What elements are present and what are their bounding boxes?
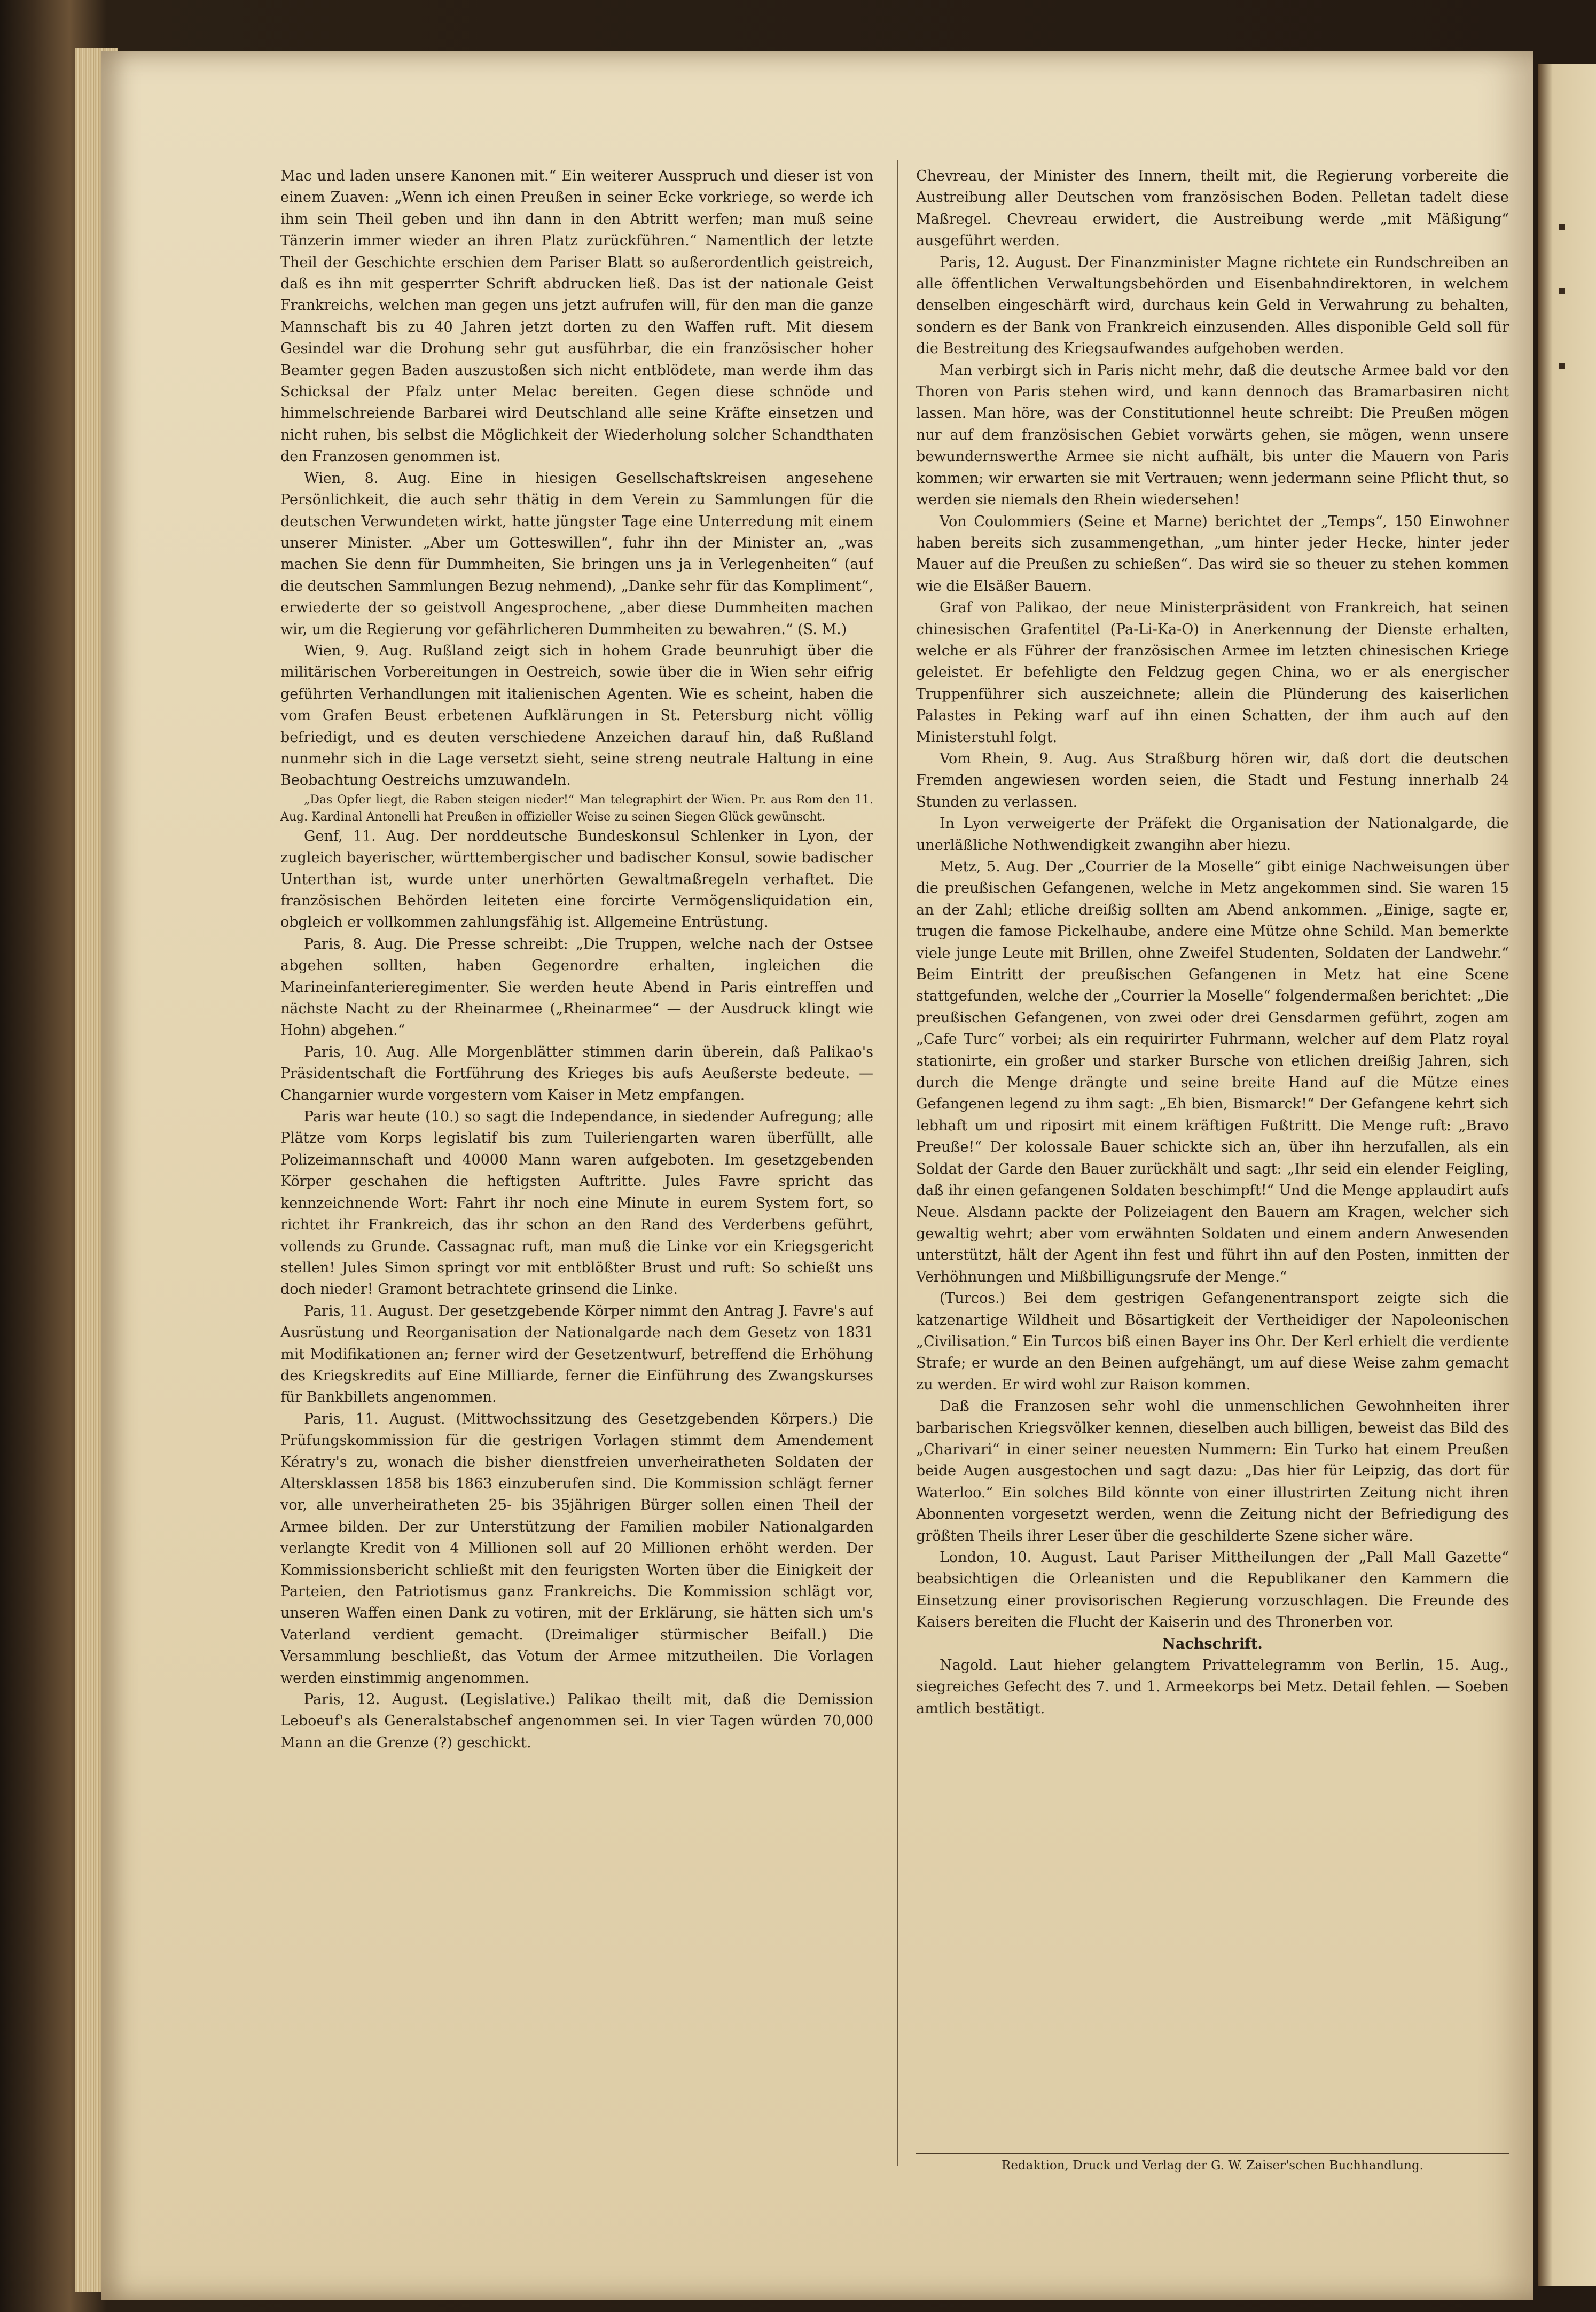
- article-paragraph: London, 10. August. Laut Pariser Mittheilungen der „Pall Mall Gazette“ beabsichtigen die Orleanisten und die Republikaner den Kammern die Einsetzung einer provisorischen Regierung vorzuschlagen. Die Freunde des Kaisers bereiten die Flucht der Kaiserin und des Thronerben vor.: [916, 1549, 1509, 1631]
- article-paragraph: Chevreau, der Minister des Innern, theilt mit, die Regierung vorbereite die Austreibung aller Deutschen vom französischen Boden. Pelletan tadelt diese Maßregel. Chevreau erwidert, die Austreibung werde „mit Mäßigung“ ausgeführt werden.: [916, 168, 1509, 249]
- article-paragraph: Genf, 11. Aug. Der norddeutsche Bundeskonsul Schlenker in Lyon, der zugleich bayerischer, württembergischer und badischer Konsul, sowie badischer Unterthan ist, wurde unter unerhörten Gewaltmaßregeln verhaftet. Die französischen Behörden leiteten eine forcirte Vermögensliquidation ein, obgleich er vollkommen zahlungsfähig ist. Allgemeine Entrüstung.: [280, 827, 873, 931]
- next-page-edge: [1538, 64, 1596, 2286]
- edge-mark: [1559, 224, 1565, 230]
- edge-mark: [1559, 363, 1565, 369]
- article-paragraph: Daß die Franzosen sehr wohl die unmenschlichen Gewohnheiten ihrer barbarischen Kriegsvölker kennen, dieselben auch billigen, beweist das Bild des „Charivari“ in einer seiner neuesten Nummern: Ein Turko hat einem Preußen beide Augen ausgestochen und sagt dazu: „Das hier für Leipzig, das dort für Waterloo.“ Ein solches Bild könnte von einer illustrirten Zeitung nicht ihren Abonnenten vorgesetzt werden, wenn die Zeitung nicht der Befriedigung des größten Theils ihrer Leser über die geschilderte Szene sicher wäre.: [916, 1398, 1509, 1544]
- article-paragraph: Metz, 5. Aug. Der „Courrier de la Moselle“ gibt einige Nachweisungen über die preußischen Gefangenen, welche in Metz angekommen sind. Sie waren 15 an der Zahl; etliche dreißig sollten am Abend ankommen. „Einige, sagte er, trugen die famose Pickelhaube, andere eine Mütze ohne Schild. Man bemerkte viele junge Leute mit Brillen, ohne Zweifel Studenten, Soldaten der Landwehr.“ Beim Eintritt der preußischen Gefangenen in Metz hat eine Scene stattgefunden, welche der „Courrier la Moselle“ folgendermaßen berichtet: „Die preußischen Gefangenen, von zwei oder drei Gensdarmen geführt, zogen am „Cafe Turc“ vorbei; als ein requirirter Fuhrmann, welcher auf dem Platz royal stationirte, ein großer und starker Bursche von etlichen dreißig Jahren, sich durch die Menge drängte und seine breite Hand auf die Mütze eines Gefangenen legend zu ihm sagt: „Eh bien, Bismarck!“ Der Gefangene kehrt sich lebhaft um und riposirt mit einem kräftigen Fußtritt. Die Menge ruft: „Bravo Preuße!“ Der kolossale Bauer schickte sich an, über ihn herzufallen, als ein Soldat der Garde den Bauer zurückhält und sagt: „Ihr seid ein elender Feigling, daß ihr einen gefangenen Soldaten beschimpft!“ Und die Menge applaudirt aufs Neue. Alsdann packte der Polizeiagent den Bauern am Kragen, welcher sich gewaltig wehrt; aber vom erwähnten Soldaten und einem andern Anwesenden unterstützt, hält der Agent ihn fest und führt ihn auf den Posten, inmitten der Verhöhnungen und Mißbilligungsrufe der Menge.“: [916, 858, 1509, 1285]
- article-paragraph: Wien, 9. Aug. Rußland zeigt sich in hohem Grade beunruhigt über die militärischen Vorbereitungen in Oestreich, sowie über die in Wien sehr eifrig geführten Verhandlungen mit italienischen Agenten. Wie es scheint, haben die vom Grafen Beust erbetenen Aufklärungen in St. Petersburg nicht völlig befriedigt, und es deuten verschiedene Anzeichen darauf hin, daß Rußland nunmehr sich in die Lage versetzt sieht, seine streng neutrale Haltung in eine Beobachtung Oestreichs umzuwandeln.: [280, 642, 873, 789]
- article-paragraph: Nagold. Laut hieher gelangtem Privattelegramm von Berlin, 15. Aug., siegreiches Gefecht des 7. und 1. Armeekorps bei Metz. Detail fehlen. — Soeben amtlich bestätigt.: [916, 1657, 1509, 1717]
- article-paragraph: (Turcos.) Bei dem gestrigen Gefangenentransport zeigte sich die katzenartige Wildheit und Bösartigkeit der Vertheidiger der Napoleonischen „Civilisation.“ Ein Turcos biß einen Bayer ins Ohr. Der Kerl erhielt die verdiente Strafe; er wurde an den Beinen aufgehängt, um auf diese Weise zahm gemacht zu werden. Er wird wohl zur Raison kommen.: [916, 1290, 1509, 1393]
- article-paragraph: Paris, 12. August. (Legislative.) Palikao theilt mit, daß die Demission Leboeuf's als Generalstabschef angenommen sei. In vier Tagen würden 70,000 Mann an die Grenze (?) geschickt.: [280, 1691, 873, 1751]
- article-paragraph: Nachschrift.: [1162, 1635, 1263, 1652]
- article-paragraph: In Lyon verweigerte der Präfekt die Organisation der Nationalgarde, die unerläßliche Nothwendigkeit zwangihn aber hiezu.: [916, 815, 1509, 854]
- article-paragraph: Graf von Palikao, der neue Ministerpräsident von Frankreich, hat seinen chinesischen Grafentitel (Pa-Li-Ka-O) in Anerkennung der Dienste erhalten, welche er als Führer der französischen Armee im letzten chinesischen Kriege geleistet. Er befehligte den Feldzug gegen China, wo er als energischer Truppenführer sich auszeichnete; allein die Plünderung des kaiserlichen Palastes in Peking warf auf ihn einen Schatten, der ihm auch auf den Ministerstuhl folgt.: [916, 599, 1509, 746]
- column-rule: [897, 160, 898, 2166]
- imprint-rule: [916, 2153, 1509, 2154]
- article-paragraph: Wien, 8. Aug. Eine in hiesigen Gesellschaftskreisen angesehene Persönlichkeit, die auch sehr thätig in dem Verein zu Sammlungen für die deutschen Verwundeten wirkt, hatte jüngster Tage eine Unterredung mit einem unserer Minister. „Aber um Gotteswillen“, fuhr ihn der Minister an, „was machen Sie denn für Dummheiten, Sie bringen uns ja in Verlegenheiten“ (auf die deutschen Sammlungen Bezug nehmend), „Danke sehr für das Kompliment“, erwiederte der so geistvoll Angesprochene, „aber diese Dummheiten machen wir, um die Regierung vor gefährlicheren Dummheiten zu bewahren.“ (S. M.): [280, 470, 873, 638]
- left-column: [280, 166, 873, 2169]
- article-paragraph: Man verbirgt sich in Paris nicht mehr, daß die deutsche Armee bald vor den Thoren von Paris stehen wird, und kann dennoch das Bramarbasiren nicht lassen. Man höre, was der Constitutionnel heute schreibt: Die Preußen mögen nur auf dem französischen Gebiet vorwärts gehen, sie mögen, wenn unsere bewundernswerthe Armee sie nicht aufhält, bis unter die Mauern von Paris kommen; wir erwarten sie mit Vertrauen; wenn jedermann seine Pflicht thut, so werden sie niemals den Rhein wiedersehen!: [916, 362, 1509, 509]
- article-paragraph: Vom Rhein, 9. Aug. Aus Straßburg hören wir, daß dort die deutschen Fremden angewiesen worden seien, die Stadt und Festung innerhalb 24 Stunden zu verlassen.: [916, 750, 1509, 810]
- imprint: Redaktion, Druck und Verlag der G. W. Zaiser'schen Buchhandlung.: [1002, 2159, 1423, 2173]
- article-paragraph: Paris, 11. August. (Mittwochssitzung des Gesetzgebenden Körpers.) Die Prüfungskommission für die gestrigen Vorlagen stimmt dem Amendement Kératry's zu, wonach die bisher dienstfreien unverheiratheten Soldaten der Altersklassen 1858 bis 1863 einzuberufen sind. Die Kommission schlägt ferner vor, alle unverheiratheten 25- bis 35jährigen Bürger sollen einen Theil der Armee bilden. Der zur Unterstützung der Familien mobiler Nationalgarden verlangte Kredit von 4 Millionen soll auf 20 Millionen erhöht werden. Der Kommissionsbericht schließt mit den feurigsten Worten über die Einigkeit der Parteien, den Patriotismus ganz Frankreichs. Die Kommission schlägt vor, unseren Waffen einen Dank zu votiren, mit der Erklärung, sie hätten sich um's Vaterland verdient gemacht. (Dreimaliger stürmischer Beifall.) Die Versammlung beschließt, das Votum der Armee mitzutheilen. Die Vorlagen werden einstimmig angenommen.: [280, 1410, 873, 1686]
- right-column: [916, 166, 1509, 2169]
- edge-mark: [1559, 288, 1565, 294]
- article-paragraph: Paris, 12. August. Der Finanzminister Magne richtete ein Rundschreiben an alle öffentlichen Verwaltungsbehörden und Eisenbahndirektoren, in welchem denselben eingeschärft wird, durchaus kein Geld in Verwahrung zu behalten, sondern es der Bank von Frankreich einzusenden. Alles disponible Geld soll für die Bestreitung des Kriegsaufwandes aufgehoben werden.: [916, 254, 1509, 357]
- article-paragraph: Paris, 10. Aug. Alle Morgenblätter stimmen darin überein, daß Palikao's Präsidentschaft die Fortführung des Krieges bis aufs Aeußerste bedeute. — Changarnier wurde vorgestern vom Kaiser in Metz empfangen.: [280, 1043, 873, 1104]
- article-paragraph: Paris, 8. Aug. Die Presse schreibt: „Die Truppen, welche nach der Ostsee abgehen sollten, haben Gegenordre erhalten, ingleichen die Marineinfanterieregimenter. Sie werden heute Abend in Paris eintreffen und nächste Nacht zu der Rheinarmee („Rheinarmee“ — der Ausdruck klingt wie Hohn) abgehen.“: [280, 935, 873, 1039]
- article-paragraph: Mac und laden unsere Kanonen mit.“ Ein weiterer Ausspruch und dieser ist von einem Zuaven: „Wenn ich einen Preußen in seiner Ecke vorkriege, so werde ich ihm sein Theil geben und ihn dann in den Abtritt werfen; man muß seine Tänzerin immer wieder an ihren Platz zurückführen.“ Namentlich der letzte Theil der Geschichte erschien dem Pariser Blatt so außerordentlich geistreich, daß es ihn mit gesperrter Schrift abdrucken ließ. Das ist der nationale Geist Frankreichs, welchen man gegen uns jetzt aufrufen will, für den man die ganze Mannschaft bis zu 40 Jahren jetzt dorten zu den Waffen ruft. Mit diesem Gesindel war die Drohung sehr gut ausführbar, die ein französischer hoher Beamter gegen Baden auszustoßen sich nicht entblödete, man werde ihm das Schicksal der Pfalz unter Melac bereiten. Gegen diese schnöde und himmelschreiende Barbarei wird Deutschland alle seine Kräfte einsetzen und nicht ruhen, bis selbst die Möglichkeit der Wiederholung solcher Schandthaten den Franzosen genommen ist.: [280, 168, 873, 465]
- article-paragraph: Von Coulommiers (Seine et Marne) berichtet der „Temps“, 150 Einwohner haben bereits sich zusammengethan, „um hinter jeder Hecke, hinter jeder Mauer auf die Preußen zu schießen“. Das wird sie so theuer zu stehen kommen wie die Elsäßer Bauern.: [916, 513, 1509, 595]
- article-paragraph: Paris, 11. August. Der gesetzgebende Körper nimmt den Antrag J. Favre's auf Ausrüstung und Reorganisation der Nationalgarde nach dem Gesetz von 1831 mit Modifikationen an; ferner wird der Gesetzentwurf, betreffend die Erhöhung des Kriegskredits auf Eine Milliarde, ferner die Einführung des Zwangskurses für Bankbillets angenommen.: [280, 1302, 873, 1406]
- article-paragraph: Paris war heute (10.) so sagt die Independance, in siedender Aufregung; alle Plätze vom Korps legislatif bis zum Tuileriengarten waren überfüllt, alle Polizeimannschaft und 40000 Mann waren aufgeboten. Im gesetzgebenden Körper geschahen die heftigsten Auftritte. Jules Favre spricht das kennzeichnende Wort: Fahrt ihr noch eine Minute in eurem System fort, so richtet ihr Frankreich, das ihr schon an den Rand des Verderbens geführt, vollends zu Grunde. Cassagnac ruft, man muß die Linke vor ein Kriegsgericht stellen! Jules Simon springt vor mit entblößter Brust und ruft: So schießt uns doch nieder! Gramont betrachtete grinsend die Linke.: [280, 1108, 873, 1298]
- article-paragraph: „Das Opfer liegt, die Raben steigen nieder!“ Man telegraphirt der Wien. Pr. aus Rom den 11. Aug. Kardinal Antonelli hat Preußen in offizieller Weise zu seinen Siegen Glück gewünscht.: [280, 793, 873, 824]
